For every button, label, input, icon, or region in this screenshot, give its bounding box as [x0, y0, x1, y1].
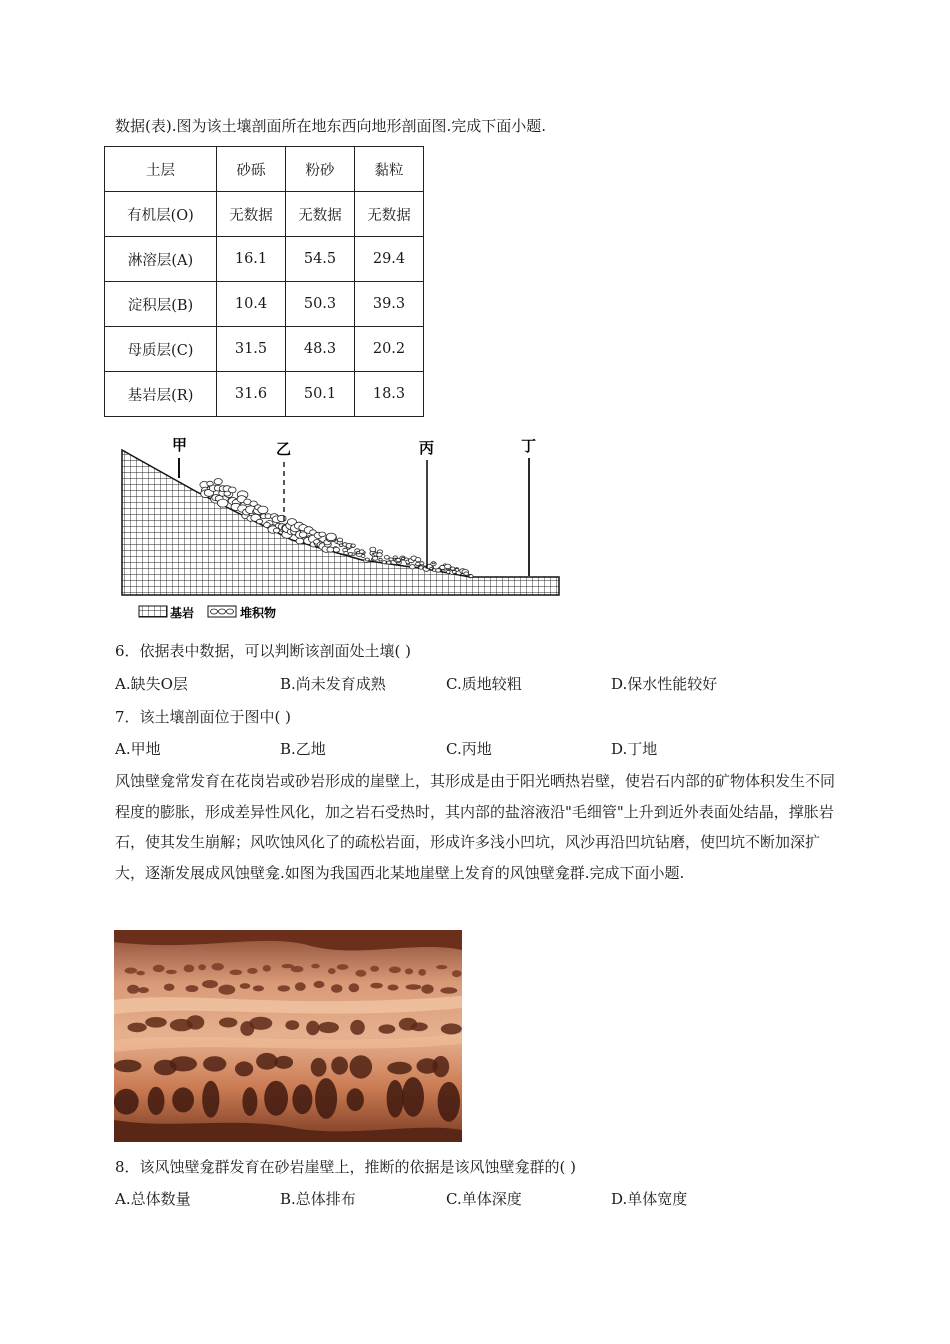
table-row: [105, 237, 424, 282]
pebble: [326, 533, 336, 541]
erosion-niche: [278, 985, 290, 991]
erosion-niche: [285, 1020, 299, 1030]
table-cell: 10.4: [217, 282, 286, 327]
pebble: [377, 553, 383, 557]
erosion-niche: [452, 970, 462, 977]
table-cell: 50.1: [286, 372, 355, 417]
question-8-stem: 8．该风蚀壁龛群发育在砂岩崖壁上，推断的依据是该风蚀壁龛群的( ): [115, 1158, 577, 1176]
table-cell: 20.2: [355, 327, 424, 372]
pebble: [464, 572, 469, 575]
erosion-niche: [389, 967, 401, 974]
soil-data-table: [104, 146, 424, 417]
pebble: [217, 499, 228, 507]
table-cell: 母质层(C): [105, 327, 217, 372]
table-cell: 16.1: [217, 237, 286, 282]
erosion-niche: [247, 968, 257, 974]
erosion-niche: [350, 1020, 365, 1035]
table-cell: 39.3: [355, 282, 424, 327]
question-7-stem: 7．该土壤剖面位于图中( ): [115, 708, 292, 726]
erosion-niche: [114, 1060, 142, 1073]
erosion-niche: [410, 1022, 427, 1031]
erosion-niche: [295, 982, 306, 991]
erosion-niche: [291, 966, 304, 972]
erosion-niche: [219, 1018, 237, 1028]
pebble: [257, 519, 263, 524]
q8-option-b[interactable]: B.总体排布: [280, 1190, 356, 1208]
pebble: [359, 550, 364, 554]
table-cell: 淋溶层(A): [105, 237, 217, 282]
erosion-niche: [440, 987, 457, 993]
erosion-niche: [347, 1088, 364, 1111]
table-row: [105, 327, 424, 372]
table-cell: 无数据: [286, 192, 355, 237]
pebble: [430, 567, 433, 569]
erosion-niche: [249, 1017, 272, 1030]
q7-option-c[interactable]: C.丙地: [446, 740, 492, 758]
q6-option-b[interactable]: B.尚未发育成熟: [280, 675, 386, 693]
table-cell: 无数据: [355, 192, 424, 237]
erosion-niche: [240, 983, 251, 989]
erosion-niche: [315, 1078, 337, 1119]
q6-option-d[interactable]: D.保水性能较好: [611, 675, 718, 693]
erosion-niche: [387, 1062, 412, 1075]
erosion-niche: [230, 970, 243, 976]
erosion-niche: [128, 1023, 147, 1033]
erosion-niche: [203, 1056, 226, 1071]
erosion-niche: [166, 970, 177, 974]
erosion-niche: [388, 985, 399, 991]
erosion-niche: [370, 966, 379, 972]
pebble: [214, 479, 222, 485]
erosion-niche: [331, 1057, 348, 1075]
erosion-niche: [145, 1017, 167, 1028]
pebble: [258, 506, 268, 514]
erosion-niche: [318, 1022, 339, 1033]
pebble: [229, 487, 237, 493]
erosion-niche: [314, 981, 325, 988]
erosion-niche: [264, 1081, 288, 1116]
pebble: [445, 564, 451, 569]
table-cell: 有机层(O): [105, 192, 217, 237]
pebble: [382, 561, 386, 564]
erosion-niche: [405, 968, 413, 974]
erosion-niche: [441, 1023, 462, 1034]
table-row: [105, 372, 424, 417]
erosion-niche: [274, 1056, 293, 1069]
intro-text: 数据(表).图为该土壤剖面所在地东西向地形剖面图.完成下面小题.: [115, 117, 547, 135]
erosion-niche: [402, 1077, 424, 1117]
erosion-niche: [331, 984, 342, 993]
erosion-niche: [169, 1056, 197, 1071]
erosion-niche: [253, 985, 264, 991]
pebble: [365, 558, 369, 561]
pebble: [387, 561, 391, 564]
q8-option-d[interactable]: D.单体宽度: [611, 1190, 688, 1208]
q6-option-c[interactable]: C.质地较粗: [446, 675, 522, 693]
pebble: [319, 532, 326, 537]
erosion-niche: [153, 965, 165, 972]
pebble: [296, 538, 304, 544]
erosion-niche: [125, 968, 137, 974]
erosion-niche: [263, 965, 271, 972]
erosion-niche: [379, 1024, 396, 1033]
erosion-niche: [148, 1087, 165, 1115]
erosion-niche: [172, 1087, 194, 1112]
passage-text: 风蚀壁龛常发育在花岗岩或砂岩形成的崖壁上，其形成是由于阳光晒热岩壁，使岩石内部的矿物体积发生不同程度的膨胀，形成差异性风化，加之岩石受热时，其内部的盐溶液沿"毛细管"上升到近外表面处结晶，撑胀岩石，使其发生崩解；风吹蚀风化了的疏松岩面，形成许多浅小凹坑，风沙再沿凹坑钻磨，使凹坑不断加深扩大，逐渐发展成风蚀壁龛.如图为我国西北某地崖壁上发育的风蚀壁龛群.完成下面小题.: [115, 772, 836, 882]
legend-bedrock-label: 基岩: [170, 606, 195, 620]
pebble: [337, 538, 342, 542]
erosion-niche: [436, 965, 447, 969]
pebble: [384, 556, 389, 560]
q7-option-d[interactable]: D.丁地: [611, 740, 658, 758]
q6-option-a[interactable]: A.缺失O层: [115, 675, 188, 693]
table-cell: 50.3: [286, 282, 355, 327]
pebble: [415, 558, 420, 562]
pebble: [436, 569, 441, 573]
erosion-niche: [212, 963, 224, 970]
erosion-niche: [198, 964, 206, 970]
erosion-niche: [432, 1056, 449, 1077]
terrain-profile-diagram: [112, 430, 567, 625]
erosion-niche: [202, 1081, 219, 1118]
erosion-niche: [406, 984, 422, 990]
header-cell: 黏粒: [355, 147, 424, 192]
erosion-niche: [202, 980, 218, 988]
erosion-niche: [350, 1055, 373, 1078]
erosion-niche: [136, 971, 145, 975]
label-bing: 丙: [419, 439, 435, 457]
table-cell: 18.3: [355, 372, 424, 417]
erosion-niche: [438, 1082, 460, 1122]
erosion-niche: [187, 1015, 205, 1029]
pebble: [351, 544, 355, 547]
pebble: [379, 558, 382, 561]
erosion-niche: [218, 985, 235, 995]
pebble: [344, 551, 348, 554]
table-header-row: [105, 147, 424, 192]
erosion-niche: [235, 1061, 253, 1076]
pebble: [278, 515, 287, 521]
table-cell: 基岩层(R): [105, 372, 217, 417]
pebble: [469, 575, 473, 578]
pebble: [373, 556, 378, 560]
table-cell: 31.5: [217, 327, 286, 372]
q8-option-c[interactable]: C.单体深度: [446, 1190, 522, 1208]
erosion-niche: [311, 1058, 327, 1077]
bedrock-area: [122, 450, 559, 595]
legend-deposit-label: 堆积物: [240, 606, 277, 620]
pebble: [333, 547, 339, 552]
erosion-niche: [311, 964, 319, 969]
pebble: [370, 547, 376, 552]
erosion-niche: [306, 1021, 319, 1036]
erosion-niche: [337, 964, 349, 970]
header-cell: 砂砾: [217, 147, 286, 192]
q8-option-a[interactable]: A.总体数量: [115, 1190, 191, 1208]
erosion-niche: [370, 983, 382, 989]
label-jia: 甲: [172, 436, 188, 454]
erosion-niche: [164, 984, 175, 991]
erosion-niche: [355, 970, 366, 977]
header-cell: 土层: [105, 147, 217, 192]
question-6-stem: 6．依据表中数据，可以判断该剖面处土壤( ): [115, 642, 412, 660]
table-row: [105, 282, 424, 327]
erosion-niche: [387, 1080, 404, 1118]
table-cell: 48.3: [286, 327, 355, 372]
table-cell: 54.5: [286, 237, 355, 282]
erosion-niche: [138, 987, 149, 993]
legend-deposit-swatch: [208, 606, 236, 617]
pebble: [420, 562, 424, 565]
erosion-niche: [186, 985, 199, 992]
pebble: [361, 555, 365, 558]
erosion-niche: [127, 985, 139, 994]
table-cell: 无数据: [217, 192, 286, 237]
erosion-niche: [114, 1089, 139, 1115]
pebble: [455, 569, 459, 572]
table-row: [105, 192, 424, 237]
q7-option-a[interactable]: A.甲地: [115, 740, 161, 758]
table-cell: 29.4: [355, 237, 424, 282]
wind-erosion-niche-photo: [114, 930, 462, 1142]
erosion-niche: [328, 968, 336, 974]
q7-option-b[interactable]: B.乙地: [280, 740, 326, 758]
pebble: [451, 567, 455, 570]
label-ding: 丁: [521, 437, 537, 455]
erosion-niche: [418, 969, 426, 976]
pebble: [352, 553, 355, 555]
erosion-niche: [421, 984, 433, 993]
erosion-niche: [242, 1087, 257, 1116]
pebble: [339, 544, 342, 547]
erosion-niche: [292, 1084, 312, 1114]
table-cell: 31.6: [217, 372, 286, 417]
table-cell: 淀积层(B): [105, 282, 217, 327]
pebble: [389, 558, 393, 561]
legend-bedrock-swatch: [139, 606, 167, 617]
header-cell: 粉砂: [286, 147, 355, 192]
erosion-niche: [349, 983, 360, 992]
erosion-niche: [184, 965, 195, 973]
label-yi: 乙: [276, 440, 292, 458]
pebble: [432, 562, 435, 564]
